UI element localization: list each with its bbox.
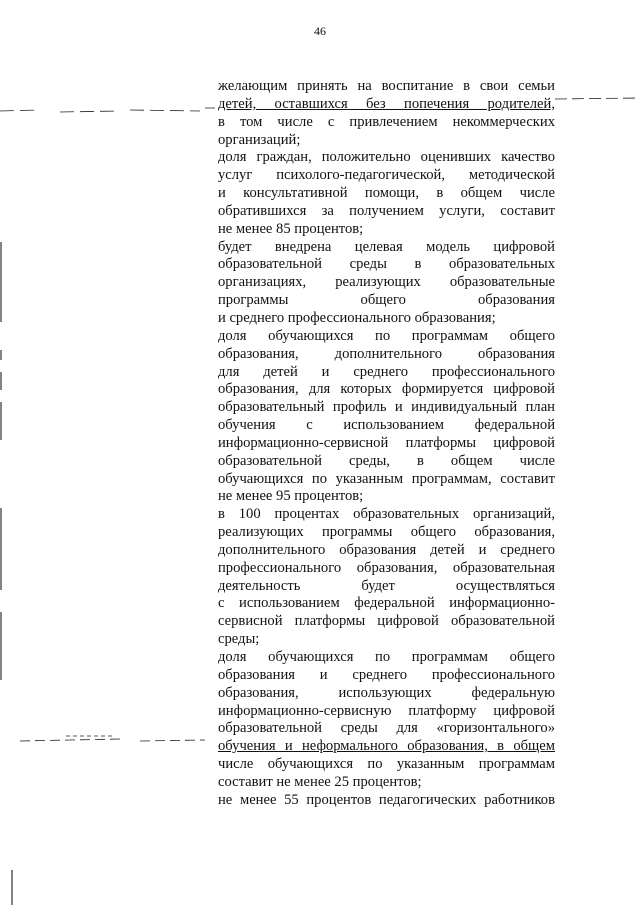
text-line: для детей и среднего профессионального: [218, 363, 555, 380]
text-line: желающим принять на воспитание в свои семьи: [218, 78, 555, 94]
text-line: доля граждан, положительно оценивших качество: [218, 149, 555, 166]
text-line: составит не менее 25 процентов;: [218, 773, 422, 790]
text-line: и среднего профессионального образования;: [218, 309, 496, 326]
text-line: реализующих программы общего образования,: [218, 524, 555, 541]
text-line: доля обучающихся по программам общего: [218, 649, 555, 665]
text-line: образования, для которых формируется цифровой: [218, 381, 555, 398]
page-number: 46: [314, 24, 326, 38]
text-line: услуг психолого-педагогической, методической: [218, 167, 555, 184]
text-line: обучения с использованием федеральной: [218, 417, 555, 434]
text-line: числе обучающихся по указанным программам: [218, 756, 555, 773]
text-line: будет внедрена целевая модель цифровой: [218, 238, 555, 255]
text-line: программы общего образования: [218, 292, 555, 309]
text-line: образования, дополнительного образования: [218, 345, 555, 362]
text-line: сервисной платформы цифровой образовательной: [218, 613, 555, 630]
text-line: образовательный профиль и индивидуальный план: [218, 399, 555, 416]
text-line: образовательной среды, в общем числе: [218, 452, 555, 469]
text-line: профессионального образования, образовательная: [218, 559, 555, 576]
text-line: обучения и неформального образования, в общем: [218, 738, 555, 755]
text-line: не менее 85 процентов;: [218, 220, 364, 237]
text-line: детей, оставшихся без попечения родителей,: [218, 95, 555, 112]
text-line: с использованием федеральной информационно-: [218, 595, 555, 612]
text-line: информационно-сервисной платформы цифровой: [218, 434, 555, 451]
text-line: организаций;: [218, 131, 301, 148]
text-line: деятельность будет осуществляться: [218, 577, 555, 594]
text-line: и консультативной помощи, в общем числе: [218, 185, 555, 202]
text-line: образовательной среды для «горизонтального»: [218, 720, 555, 737]
text-line: обратившихся за получением услуги, составит: [218, 202, 555, 219]
text-line: обучающихся по указанным программам, составит: [218, 470, 555, 487]
text-line: не менее 95 процентов;: [218, 488, 364, 505]
text-line: в том числе с привлечением некоммерческих: [218, 113, 555, 130]
text-line: в 100 процентах образовательных организаций,: [218, 506, 555, 523]
text-line: дополнительного образования детей и среднего: [218, 541, 555, 558]
text-line: образования, использующих федеральную: [218, 684, 555, 701]
text-line: образования и среднего профессионального: [218, 666, 555, 683]
text-line: доля обучающихся по программам общего: [218, 327, 555, 344]
text-line: среды;: [218, 631, 260, 648]
text-line: образовательной среды в образовательных: [218, 256, 555, 273]
text-line: организациях, реализующих образовательные: [218, 274, 555, 291]
text-line: не менее 55 процентов педагогических работников: [218, 791, 555, 808]
text-line: информационно-сервисную платформу цифровой: [218, 702, 555, 719]
